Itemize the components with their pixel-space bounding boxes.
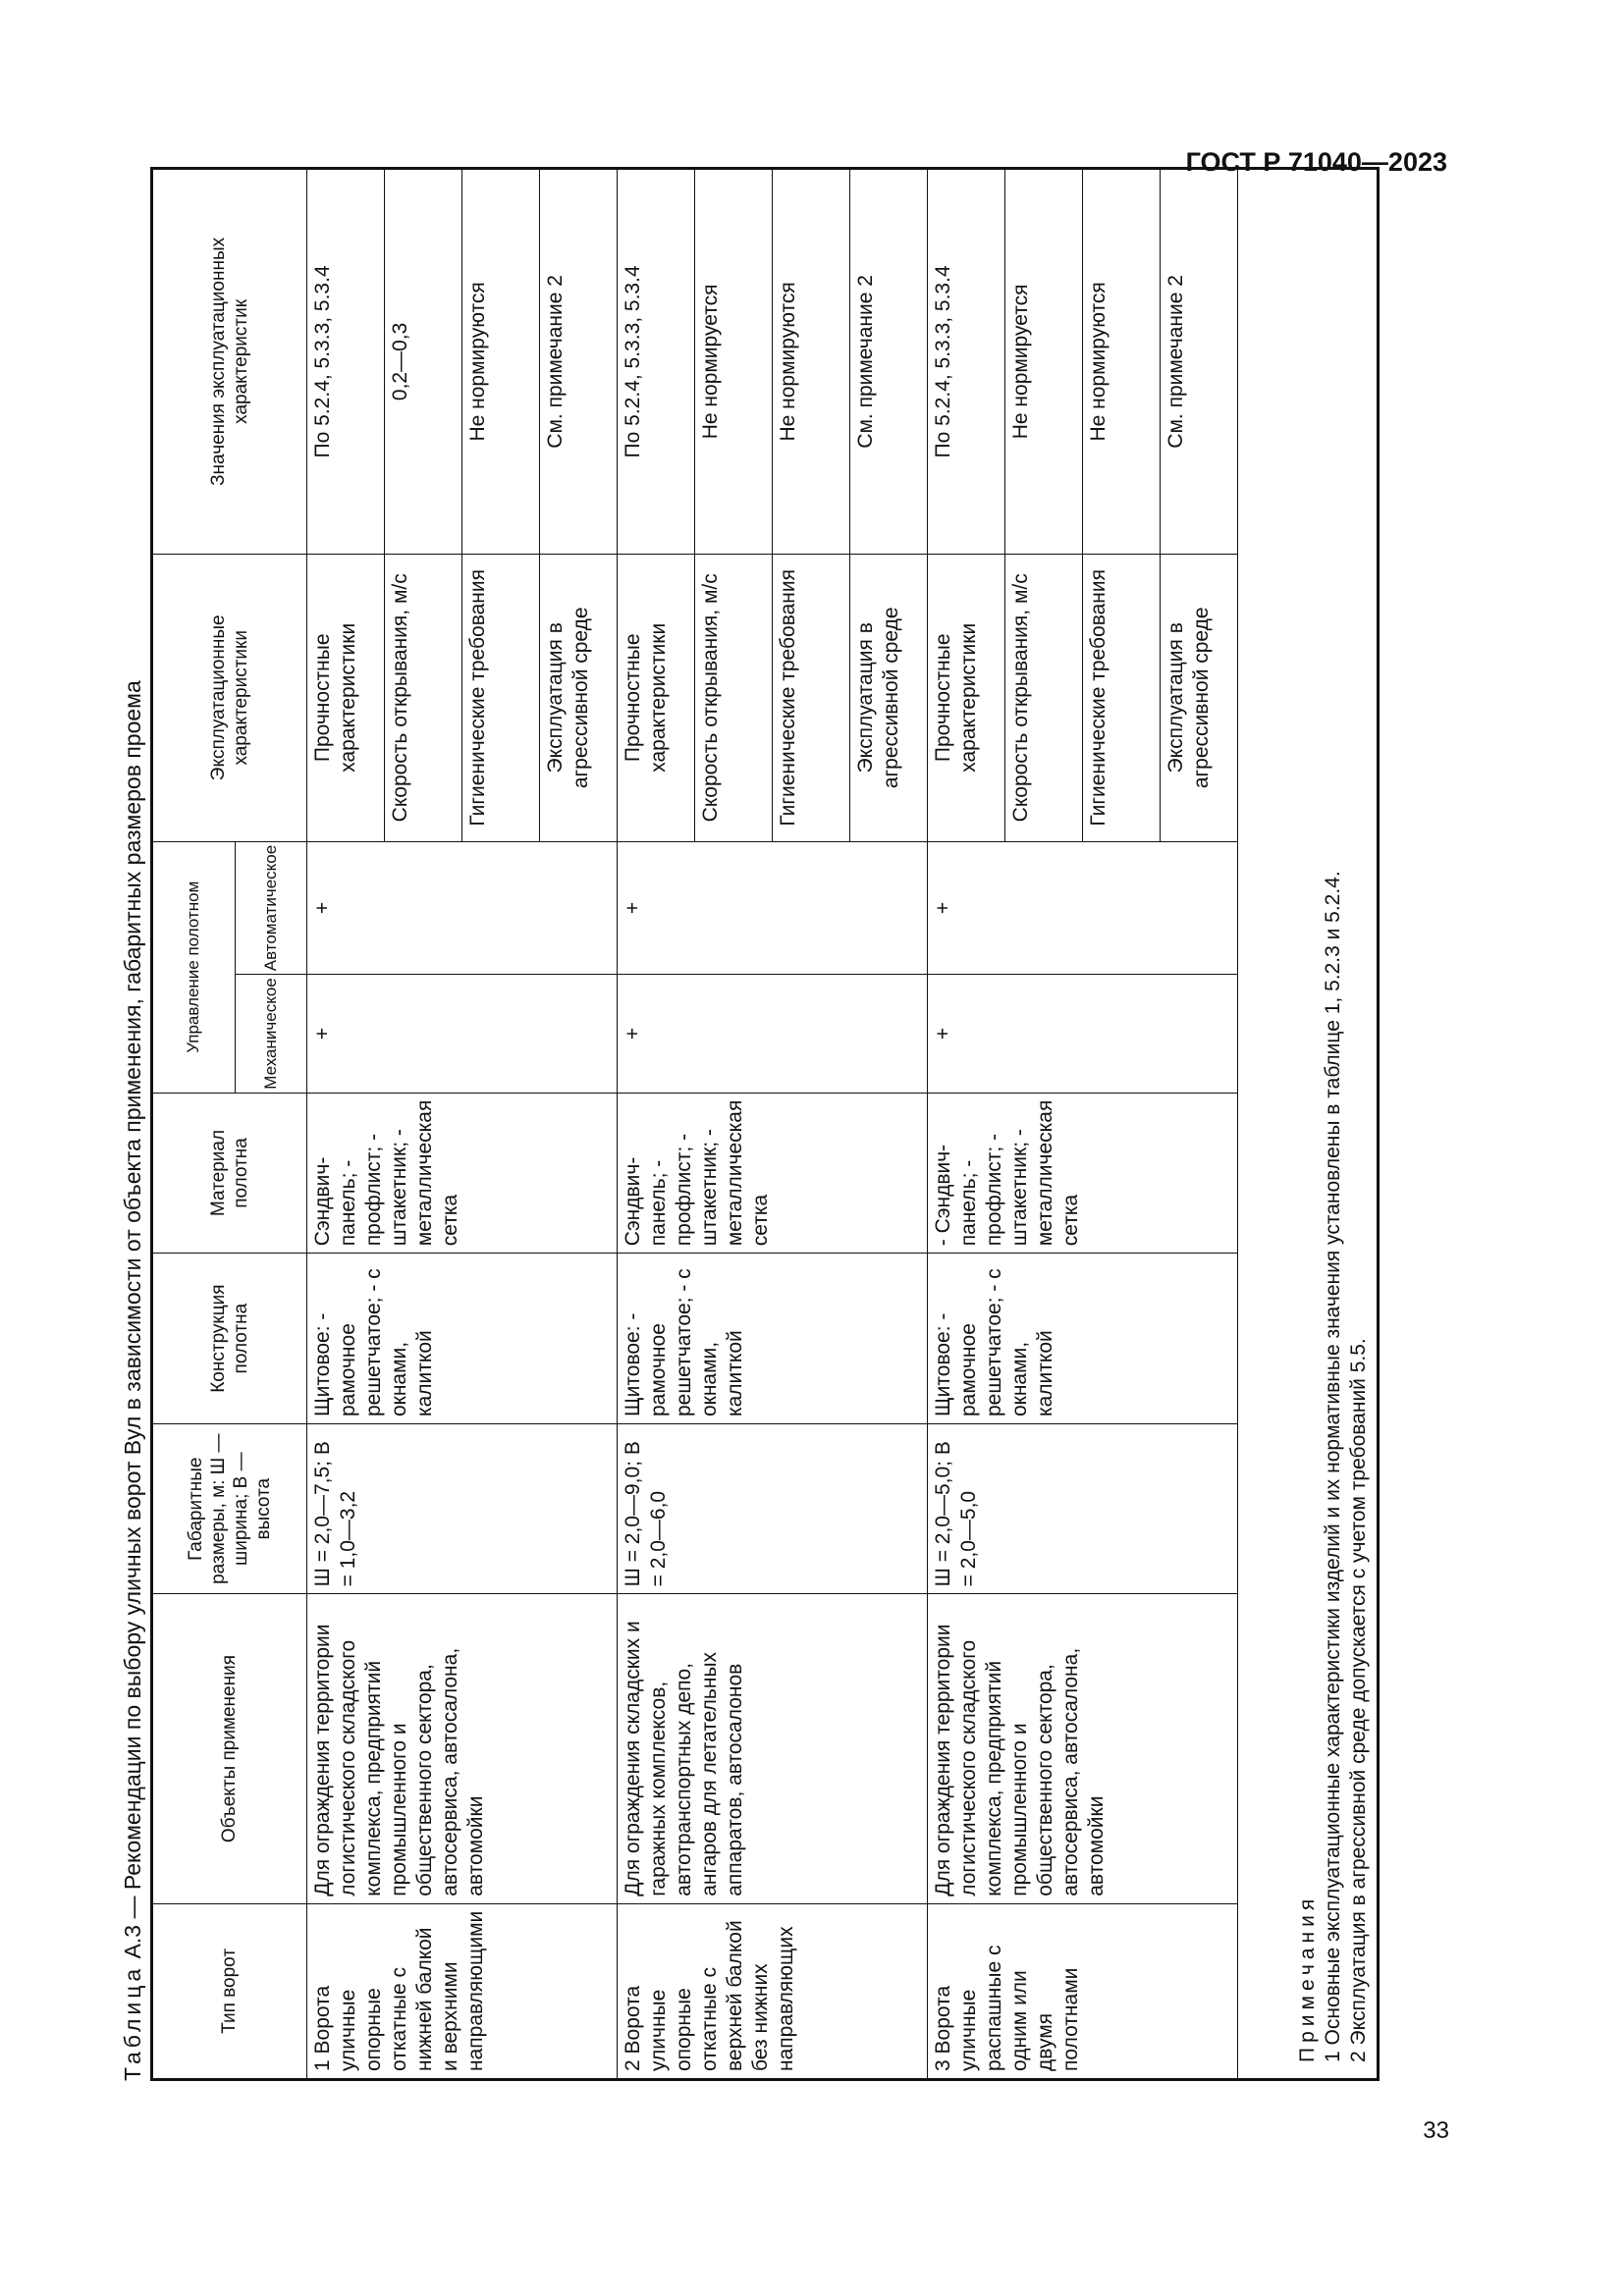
notes-title: Примечания <box>1296 1894 1319 2062</box>
cell-value: См. примечание 2 <box>539 170 617 554</box>
note-item: 2 Эксплуатация в агрессивной среде допускается с учетом требований 5.5. <box>1347 1338 1370 2062</box>
table-row <box>306 170 384 2078</box>
cell-construction: Щитовое: - рамочное решетчатое; - с окнами, калиткой <box>617 1254 927 1424</box>
table-frame <box>150 167 1380 2081</box>
cell-type: 2 Ворота уличные опорные откатные с верхней балкой без нижних направляющих <box>617 1903 927 2078</box>
cell-control-auto: + <box>927 841 1237 974</box>
cell-characteristic: Гигиенические требования <box>772 554 849 841</box>
cell-type: 1 Ворота уличные опорные откатные с нижней балкой и верхними направляющими <box>306 1903 617 2078</box>
header-sizes: Габаритные размеры, м: Ш — ширина; В — высота <box>153 1424 306 1594</box>
cell-value: 0,2—0,3 <box>384 170 461 554</box>
cell-control-mech: + <box>306 975 617 1093</box>
cell-material: Сэндвич-панель; - профлист; - штакетник; - металлическая сетка <box>306 1093 617 1254</box>
cell-characteristic: Прочностные характеристики <box>927 554 1004 841</box>
cell-construction: Щитовое: - рамочное решетчатое; - с окнами, калиткой <box>927 1254 1237 1424</box>
header-objects: Объекты применения <box>153 1594 306 1903</box>
document-code: ГОСТ Р 71040—2023 <box>1185 147 1447 177</box>
table-row <box>617 170 694 2078</box>
header-control: Управление полотном <box>153 841 235 1093</box>
cell-value: См. примечание 2 <box>849 170 927 554</box>
header-values: Значения эксплуатационных характеристик <box>153 170 306 554</box>
cell-characteristic: Гигиенические требования <box>461 554 539 841</box>
cell-sizes: Ш = 2,0—9,0; В = 2,0—6,0 <box>617 1424 927 1594</box>
cell-characteristic: Гигиенические требования <box>1082 554 1160 841</box>
table-notes <box>1287 174 1380 2078</box>
cell-type: 3 Ворота уличные распашные с одним или двумя полотнами <box>927 1903 1237 2078</box>
cell-characteristic: Скорость открывания, м/с <box>384 554 461 841</box>
cell-sizes: Ш = 2,0—5,0; В = 2,0—5,0 <box>927 1424 1237 1594</box>
cell-material: Сэндвич-панель; - профлист; - штакетник; - металлическая сетка <box>617 1093 927 1254</box>
cell-control-mech: + <box>617 975 927 1093</box>
note-item: 1 Основные эксплуатационные характеристики изделий и их нормативные значения установлены в таблице 1, 5.2.3 и 5.2.4. <box>1322 871 1344 2062</box>
cell-value: Не нормируются <box>772 170 849 554</box>
header-characteristics: Эксплуатационные характеристики <box>153 554 306 841</box>
header-construction: Конструкция полотна <box>153 1254 306 1424</box>
header-type: Тип ворот <box>153 1903 306 2078</box>
cell-control-mech: + <box>927 975 1237 1093</box>
cell-value: Не нормируются <box>461 170 539 554</box>
cell-value: Не нормируются <box>1082 170 1160 554</box>
cell-characteristic: Эксплуатация в агрессивной среде <box>849 554 927 841</box>
header-control-mech: Механическое <box>235 975 306 1093</box>
cell-value: Не нормируется <box>1004 170 1082 554</box>
cell-objects: Для ограждения территории логистического складского комплекса, предприятий промышленного и общественного сектора, автосервиса, автосалона, автомойки <box>306 1594 617 1903</box>
cell-value: По 5.2.4, 5.3.3, 5.3.4 <box>927 170 1004 554</box>
cell-value: По 5.2.4, 5.3.3, 5.3.4 <box>617 170 694 554</box>
cell-characteristic: Прочностные характеристики <box>617 554 694 841</box>
cell-control-auto: + <box>617 841 927 974</box>
table-caption <box>113 162 152 2081</box>
cell-characteristic: Скорость открывания, м/с <box>694 554 772 841</box>
cell-sizes: Ш = 2,0—7,5; В = 1,0—3,2 <box>306 1424 617 1594</box>
rotated-table-block <box>113 162 1389 2081</box>
cell-objects: Для ограждения складских и гаражных комплексов, автотранспортных депо, ангаров для летательных аппаратов, автосалонов <box>617 1594 927 1903</box>
cell-objects: Для ограждения территории логистического складского комплекса, предприятий промышленного и общественного сектора, автосервиса, автосалона, автомойки <box>927 1594 1237 1903</box>
cell-value: См. примечание 2 <box>1160 170 1237 554</box>
cell-value: Не нормируется <box>694 170 772 554</box>
gates-table <box>153 170 1238 2078</box>
header-control-auto: Автоматическое <box>235 841 306 974</box>
header-material: Материал полотна <box>153 1093 306 1254</box>
cell-characteristic: Эксплуатация в агрессивной среде <box>1160 554 1237 841</box>
cell-characteristic: Скорость открывания, м/с <box>1004 554 1082 841</box>
cell-characteristic: Прочностные характеристики <box>306 554 384 841</box>
cell-control-auto: + <box>306 841 617 974</box>
table-row <box>927 170 1004 2078</box>
page-number: 33 <box>1423 2117 1449 2144</box>
caption-word: Таблица <box>120 1964 145 2081</box>
cell-construction: Щитовое: - рамочное решетчатое; - с окнами, калиткой <box>306 1254 617 1424</box>
cell-material: - Сэндвич-панель; - профлист; - штакетник; - металлическая сетка <box>927 1093 1237 1254</box>
caption-text: А.3 — Рекомендации по выбору уличных ворот Вул в зависимости от объекта применения, габаритных размеров проема <box>120 680 145 1959</box>
cell-characteristic: Эксплуатация в агрессивной среде <box>539 554 617 841</box>
cell-value: По 5.2.4, 5.3.3, 5.3.4 <box>306 170 384 554</box>
